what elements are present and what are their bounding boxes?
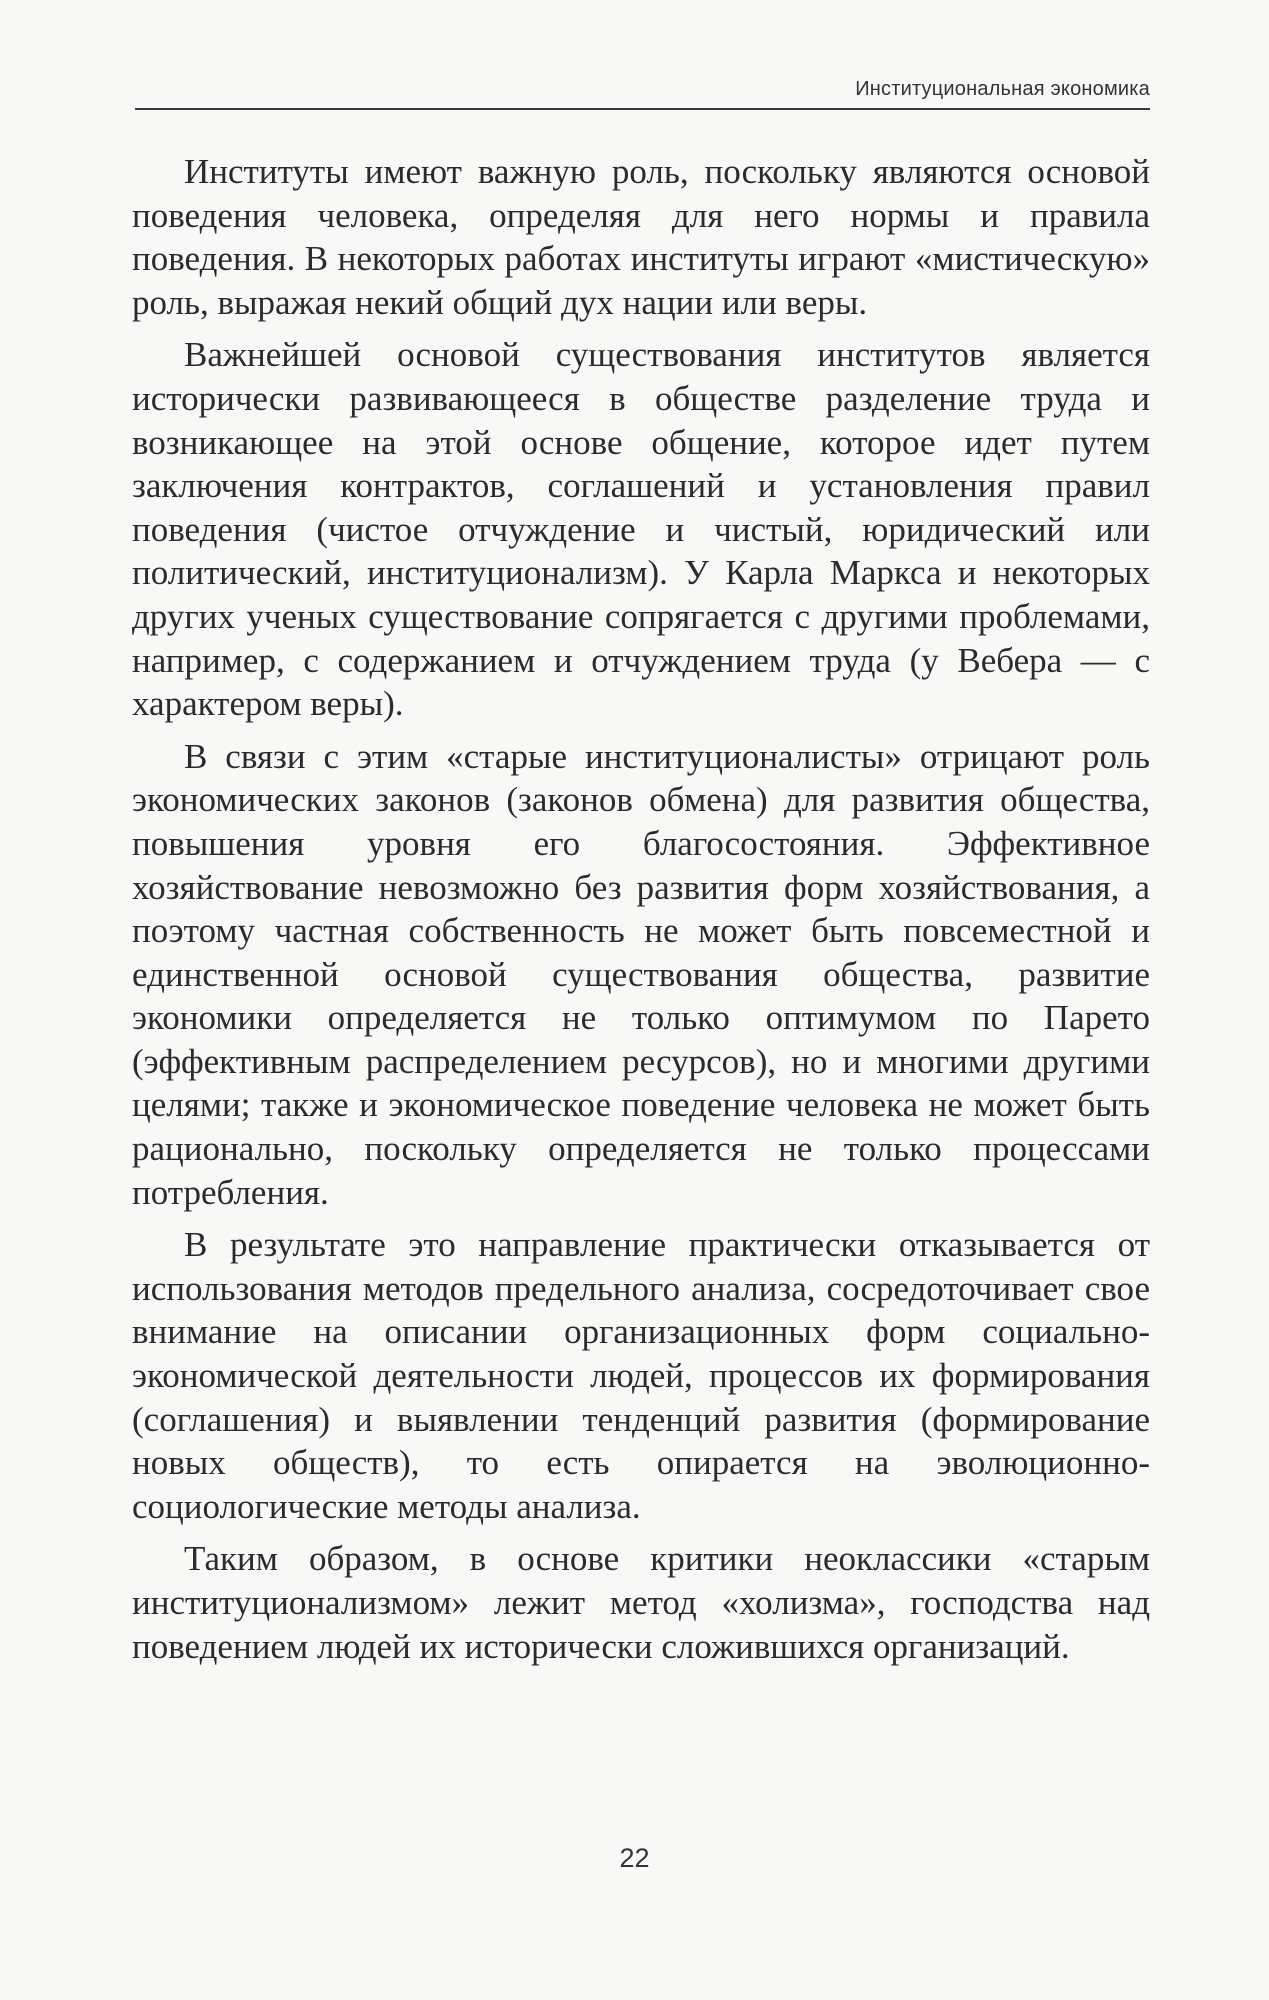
page-number: 22	[619, 1843, 650, 1873]
running-head	[135, 72, 1150, 110]
paragraph-4: В результате это направление практически отказывается от использования методов предельного анализа, сосредоточивает свое внимание на описании организационных форм социально-экономической деятельности людей, процессов их формирования (соглашения) и выявлении тенденций развития (формирование новых обществ), то есть опирается на эволюционно-социологические методы анализа.	[132, 1225, 1150, 1526]
running-head-title: Институциональная экономика	[855, 78, 1150, 100]
paragraph-1: Институты имеют важную роль, поскольку являются основой поведения человека, определяя для него нормы и правила поведения. В некоторых работах институты играют «мистическую» роль, выражая некий общий дух нации или веры.	[132, 152, 1150, 322]
paragraph-2: Важнейшей основой существования институтов является исторически развивающееся в обществе разделение труда и возникающее на этой основе общение, которое идет путем заключения контрактов, соглашений и установления правил поведения (чистое отчуждение и чистый, юридический или политический, институционализм). У Карла Маркса и некоторых других ученых существование сопрягается с другими проблемами, например, с содержанием и отчуждением труда (у Вебера — с характером веры).	[132, 335, 1150, 724]
paragraph-3: В связи с этим «старые институционалисты» отрицают роль экономических законов (законов обмена) для развития общества, повышения уровня его благосостояния. Эффективное хозяйствование невозможно без развития форм хозяйствования, а поэтому частная собственность не может быть повсеместной и единственной основой существования общества, развитие экономики определяется не только оптимумом по Парето (эффективным распределением ресурсов), но и многими другими целями; также и экономическое поведение человека не может быть рационально, поскольку определяется не только процессами потребления.	[132, 736, 1150, 1212]
body-text	[132, 150, 1150, 1677]
paragraph-5: Таким образом, в основе критики неоклассики «старым институционализмом» лежит метод «холизма», господства над поведением людей их исторически сложившихся организаций.	[132, 1539, 1150, 1666]
